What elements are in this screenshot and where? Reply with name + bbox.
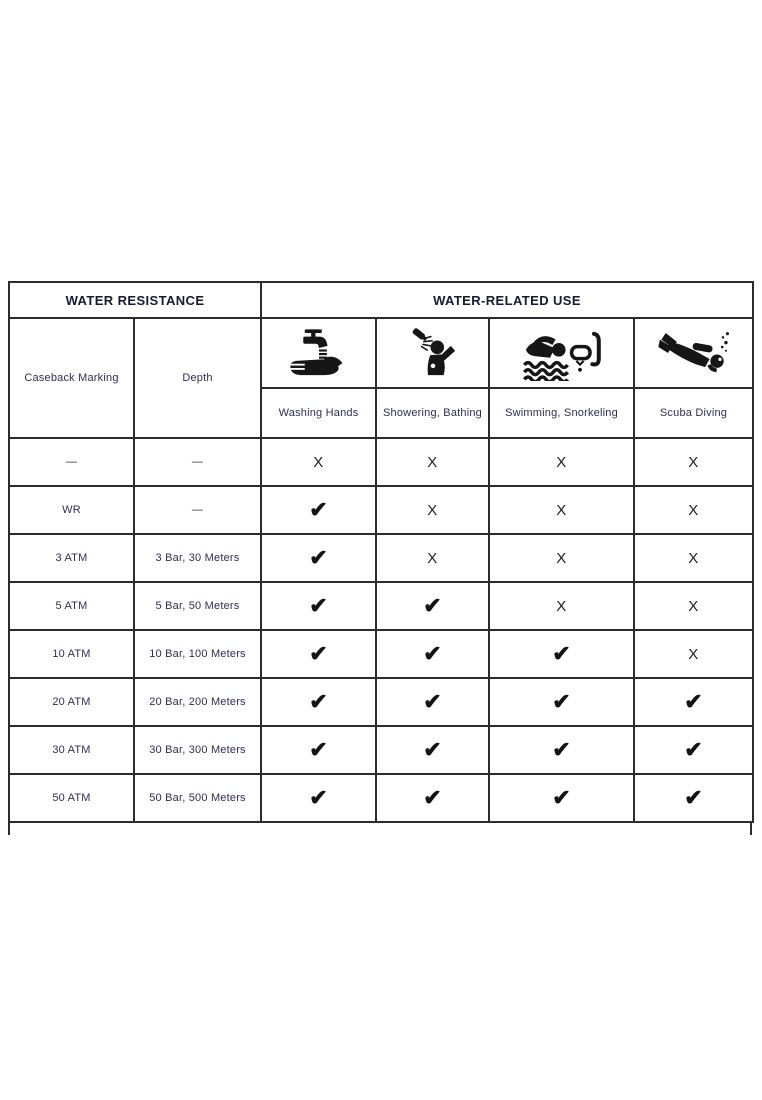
scuba-diving-icon-cell — [634, 318, 753, 388]
check-mark: ✔ — [376, 726, 489, 774]
table-row — [9, 678, 753, 726]
swimming-snorkeling-icon-cell — [489, 318, 634, 388]
showering-bathing-label: Showering, Bathing — [376, 388, 489, 438]
check-mark: ✔ — [489, 630, 634, 678]
showering-bathing-icon — [397, 328, 469, 378]
depth-cell: 5 Bar, 50 Meters — [134, 582, 261, 630]
check-mark: ✔ — [261, 774, 376, 822]
table-row — [9, 582, 753, 630]
check-mark: ✔ — [634, 678, 753, 726]
caseback-marking-cell: 20 ATM — [9, 678, 134, 726]
check-mark: ✔ — [634, 774, 753, 822]
x-mark: X — [489, 534, 634, 582]
x-mark: X — [376, 438, 489, 486]
x-mark: X — [489, 582, 634, 630]
caseback-marking-cell: 10 ATM — [9, 630, 134, 678]
caseback-marking-cell: 5 ATM — [9, 582, 134, 630]
depth-cell: 3 Bar, 30 Meters — [134, 534, 261, 582]
table-body — [9, 438, 753, 822]
washing-hands-icon — [283, 328, 355, 378]
scuba-diving-label: Scuba Diving — [634, 388, 753, 438]
check-mark: ✔ — [634, 726, 753, 774]
depth-cell: — — [134, 486, 261, 534]
x-mark: X — [634, 486, 753, 534]
depth-cell: 30 Bar, 300 Meters — [134, 726, 261, 774]
check-mark: ✔ — [261, 678, 376, 726]
check-mark: ✔ — [261, 534, 376, 582]
table-row — [9, 486, 753, 534]
scuba-diving-icon — [653, 327, 735, 379]
check-mark: ✔ — [489, 774, 634, 822]
depth-cell: 50 Bar, 500 Meters — [134, 774, 261, 822]
check-mark: ✔ — [376, 678, 489, 726]
check-mark: ✔ — [376, 582, 489, 630]
showering-bathing-icon-cell — [376, 318, 489, 388]
check-mark: ✔ — [376, 774, 489, 822]
x-mark: X — [376, 486, 489, 534]
caseback-marking-cell: 3 ATM — [9, 534, 134, 582]
caseback-marking-cell: 30 ATM — [9, 726, 134, 774]
x-mark: X — [376, 534, 489, 582]
group-header-row — [9, 282, 753, 318]
check-mark: ✔ — [376, 630, 489, 678]
x-mark: X — [261, 438, 376, 486]
caseback-marking-heading: Caseback Marking — [9, 318, 134, 438]
check-mark: ✔ — [261, 726, 376, 774]
water-related-use-heading: WATER-RELATED USE — [261, 282, 753, 318]
x-mark: X — [634, 534, 753, 582]
table-row — [9, 774, 753, 822]
check-mark: ✔ — [261, 486, 376, 534]
depth-heading: Depth — [134, 318, 261, 438]
check-mark: ✔ — [489, 726, 634, 774]
check-mark: ✔ — [261, 630, 376, 678]
x-mark: X — [634, 582, 753, 630]
swimming-snorkeling-label: Swimming, Snorkeling — [489, 388, 634, 438]
caseback-marking-cell: — — [9, 438, 134, 486]
washing-hands-label: Washing Hands — [261, 388, 376, 438]
x-mark: X — [634, 438, 753, 486]
water-resistance-table — [8, 281, 754, 823]
check-mark: ✔ — [261, 582, 376, 630]
table-row — [9, 438, 753, 486]
depth-cell: 10 Bar, 100 Meters — [134, 630, 261, 678]
icon-header-row — [9, 318, 753, 388]
caseback-marking-cell: 50 ATM — [9, 774, 134, 822]
depth-cell: — — [134, 438, 261, 486]
table-row — [9, 630, 753, 678]
x-mark: X — [489, 486, 634, 534]
water-resistance-table-wrap — [8, 281, 752, 835]
depth-cell: 20 Bar, 200 Meters — [134, 678, 261, 726]
caseback-marking-cell: WR — [9, 486, 134, 534]
table-row — [9, 534, 753, 582]
check-mark: ✔ — [489, 678, 634, 726]
x-mark: X — [489, 438, 634, 486]
table-row — [9, 726, 753, 774]
x-mark: X — [634, 630, 753, 678]
water-resistance-heading: WATER RESISTANCE — [9, 282, 261, 318]
table-crop-stub — [8, 823, 752, 835]
swimming-snorkeling-icon — [514, 325, 610, 381]
washing-hands-icon-cell — [261, 318, 376, 388]
